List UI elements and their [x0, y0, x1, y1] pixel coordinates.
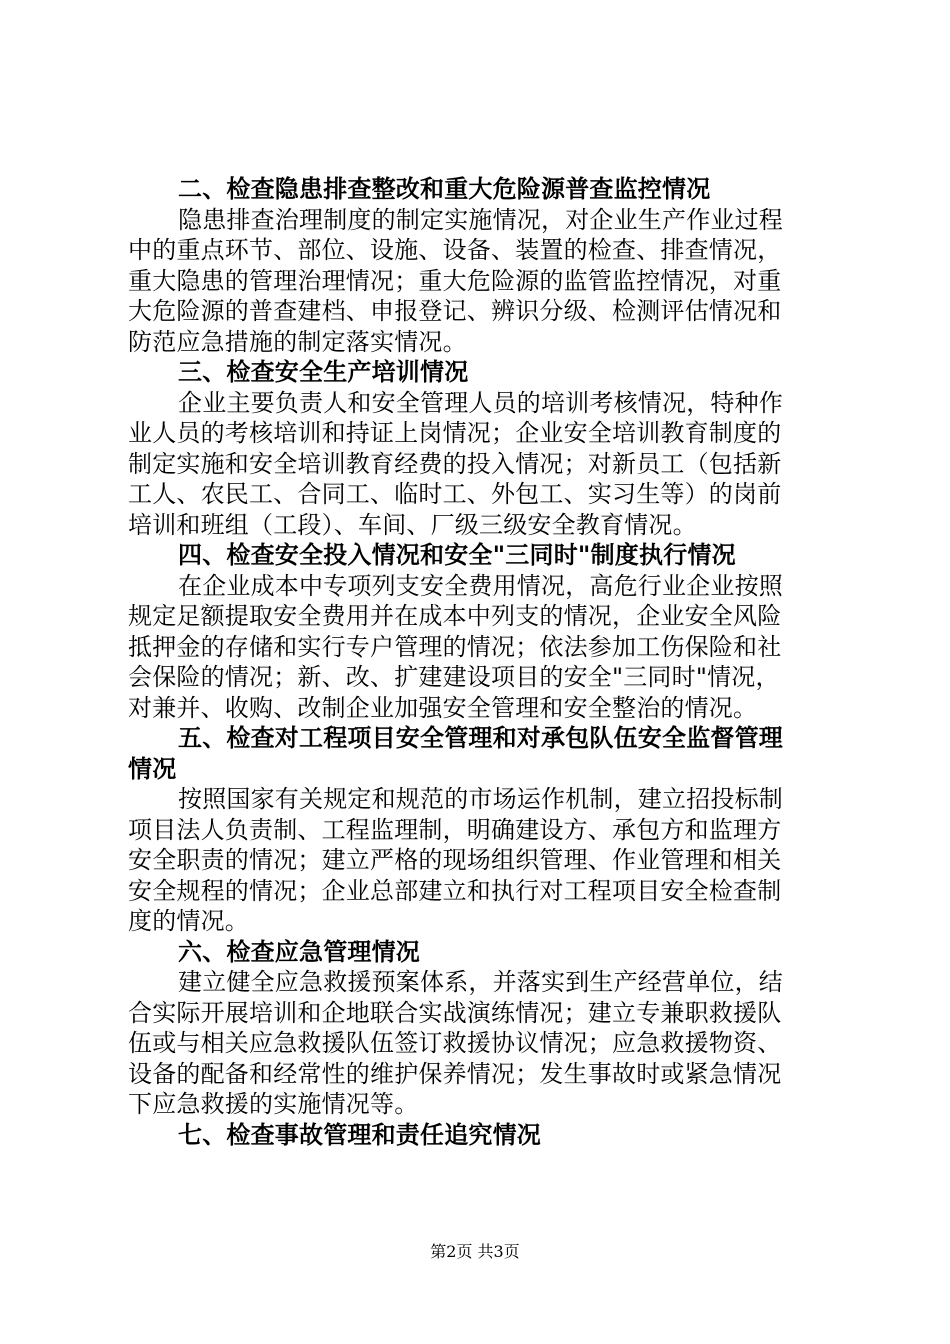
- section-heading: [128, 1120, 834, 1151]
- paragraph-line: 在企业成本中专项列支安全费用情况，高危行业企业按照: [178, 571, 783, 600]
- paragraph-line: 伍或与相关应急救援队伍签订救援协议情况；应急救援物资、: [128, 1029, 782, 1057]
- paragraph-line: 设备的配备和经常性的维护保养情况；发生事故时或紧急情况: [128, 1059, 782, 1088]
- paragraph-line: 规定足额提取安全费用并在成本中列支的情况，企业安全风险: [128, 602, 782, 630]
- body-paragraph: [128, 784, 834, 937]
- paragraph-line: 按照国家有关规定和规范的市场运作机制，建立招投标制: [178, 785, 783, 813]
- paragraph-line: 会保险的情况；新、改、扩建建设项目的安全"三同时"情况，: [128, 663, 780, 691]
- section-heading: [128, 540, 834, 571]
- body-paragraph: [128, 388, 834, 541]
- body-paragraph: [128, 571, 834, 724]
- heading-line: 五、检查对工程项目安全管理和对承包队伍安全监督管理: [178, 724, 783, 752]
- body-paragraph: [128, 205, 834, 358]
- paragraph-line: 安全职责的情况；建立严格的现场组织管理、作业管理和相关: [128, 846, 782, 874]
- paragraph-line: 制定实施和安全培训教育经费的投入情况；对新员工（包括新: [128, 449, 782, 478]
- section-heading: [128, 174, 834, 205]
- paragraph-line: 度的情况。: [128, 907, 249, 935]
- paragraph-line: 合实际开展培训和企地联合实战演练情况；建立专兼职救援队: [128, 998, 782, 1027]
- paragraph-line: 业人员的考核培训和持证上岗情况；企业安全培训教育制度的: [128, 419, 782, 447]
- paragraph-line: 对兼并、收购、改制企业加强安全管理和安全整治的情况。: [128, 693, 758, 722]
- paragraph-line: 抵押金的存储和实行专户管理的情况；依法参加工伤保险和社: [128, 632, 782, 661]
- heading-line: 六、检查应急管理情况: [178, 937, 420, 966]
- paragraph-line: 防范应急措施的制定落实情况。: [128, 327, 467, 356]
- body-paragraph: [128, 967, 834, 1120]
- document-body: [128, 174, 834, 1150]
- paragraph-line: 安全规程的情况；企业总部建立和执行对工程项目安全检查制: [128, 876, 782, 905]
- heading-line: 七、检查事故管理和责任追究情况: [178, 1120, 541, 1149]
- paragraph-line: 建立健全应急救援预案体系，并落实到生产经营单位，结: [178, 968, 783, 996]
- heading-line: 情况: [128, 754, 177, 783]
- paragraph-line: 下应急救援的实施情况等。: [128, 1090, 419, 1118]
- paragraph-line: 重大隐患的管理治理情况；重大危险源的监管监控情况，对重: [128, 266, 782, 295]
- paragraph-line: 工人、农民工、合同工、临时工、外包工、实习生等）的岗前: [128, 480, 782, 508]
- paragraph-line: 培训和班组（工段）、车间、厂级三级安全教育情况。: [128, 510, 697, 539]
- heading-line: 四、检查安全投入情况和安全"三同时"制度执行情况: [178, 541, 736, 569]
- heading-line: 三、检查安全生产培训情况: [178, 358, 469, 386]
- heading-line: 二、检查隐患排查整改和重大危险源普查监控情况: [178, 175, 711, 203]
- paragraph-line: 隐患排查治理制度的制定实施情况，对企业生产作业过程: [178, 205, 783, 234]
- paragraph-line: 企业主要负责人和安全管理人员的培训考核情况，特种作: [178, 388, 783, 417]
- section-heading: [128, 937, 834, 968]
- paragraph-line: 项目法人负责制、工程监理制，明确建设方、承包方和监理方: [128, 815, 782, 844]
- paragraph-line: 中的重点环节、部位、设施、设备、装置的检查、排查情况，: [128, 236, 782, 264]
- section-heading: [128, 357, 834, 388]
- page-footer: 第2页 共3页: [430, 1242, 520, 1261]
- paragraph-line: 大危险源的普查建档、申报登记、辨识分级、检测评估情况和: [128, 297, 782, 325]
- section-heading: [128, 723, 834, 784]
